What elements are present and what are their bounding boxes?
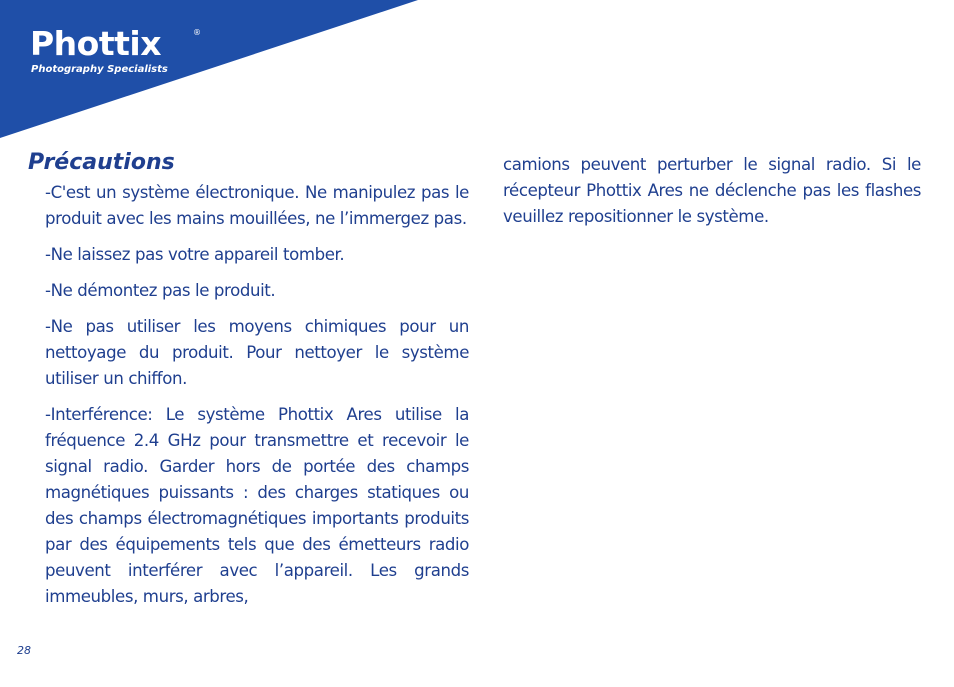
phottix-logo <box>30 24 201 80</box>
page-number: 28 <box>17 644 31 657</box>
precaution-paragraph: -Interférence: Le système Phottix Ares utilise la fréquence 2.4 GHz pour transmettre et recevoir le signal radio. Garder hors de portée des champs magnétiques puissants : des charges statiques ou des champs électromagnétiques importants produits par des équipements tels que des émetteurs radio peuvent interférer avec l’appareil. Les grands immeubles, murs, arbres, <box>45 405 469 606</box>
logo-wordmark: Phottix <box>30 24 161 63</box>
logo-tagline: Photography Specialists <box>31 64 168 75</box>
section-title: Précautions <box>28 150 175 175</box>
precaution-paragraph: -Ne laissez pas votre appareil tomber. <box>45 245 345 264</box>
precaution-paragraph: -Ne démontez pas le produit. <box>45 281 276 300</box>
logo-registered-mark: ® <box>193 28 201 37</box>
right-column <box>503 152 921 240</box>
continuation-paragraph: camions peuvent perturber le signal radio. Si le récepteur Phottix Ares ne déclenche pas les flashes veuillez repositionner le système. <box>503 155 921 226</box>
precaution-paragraph: -Ne pas utiliser les moyens chimiques pour un nettoyage du produit. Pour nettoyer le système utiliser un chiffon. <box>45 317 469 388</box>
precaution-paragraph: -C'est un système électronique. Ne manipulez pas le produit avec les mains mouillées, ne l’immergez pas. <box>45 183 469 228</box>
left-column <box>45 180 469 620</box>
